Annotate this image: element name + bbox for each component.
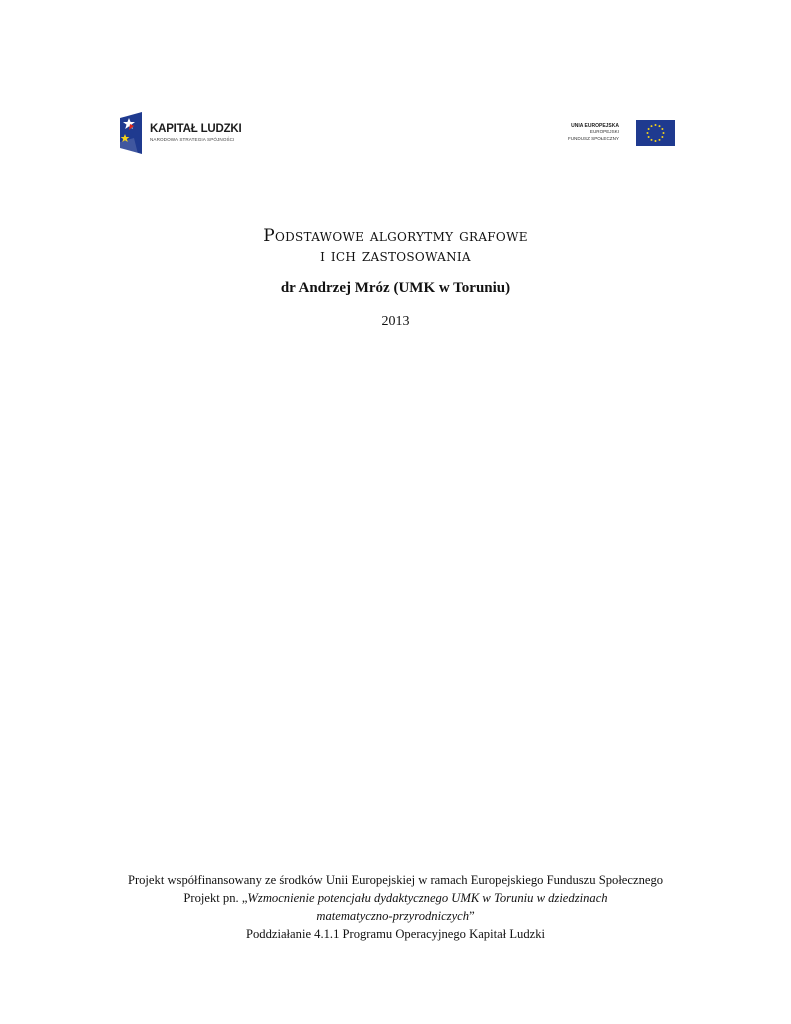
publication-year: 2013 [381, 314, 410, 329]
author: dr Andrzej Mróz (UMK w Toruniu) [280, 280, 511, 296]
eu-logo-text [568, 123, 619, 142]
eu-line-european: EUROPEJSKI [589, 129, 619, 135]
project-name-part1: Wzmocnienie potencjału dydaktycznego UMK w Toruniu w dziedzinach [247, 891, 608, 905]
project-name-line [100, 889, 691, 907]
title-line-2: i ich zastosowania [320, 246, 471, 266]
title-line-1: Podstawowe algorytmy grafowe [263, 226, 528, 246]
project-prefix: Projekt pn. „ [183, 891, 248, 905]
funding-footer [100, 871, 691, 943]
funding-statement: Projekt współfinansowany ze środków Unii Europejskiej w ramach Europejskiego Funduszu Społecznego [127, 873, 664, 887]
project-name-part2: matematyczno-przyrodniczych [316, 909, 470, 923]
document-title [0, 226, 791, 266]
kapital-ludzki-logo [116, 112, 251, 154]
project-name-line-2 [100, 907, 691, 925]
kapital-ludzki-name: KAPITAŁ LUDZKI [150, 123, 242, 135]
eu-logo [567, 120, 675, 148]
subaction-statement: Poddziałanie 4.1.1 Programu Operacyjnego Kapitał Ludzki [245, 927, 545, 941]
project-suffix: ” [469, 909, 475, 923]
kapital-ludzki-emblem-icon [116, 112, 146, 154]
eu-flag-icon [636, 120, 675, 146]
kapital-ludzki-subtitle: NARODOWA STRATEGIA SPÓJNOŚCI [150, 137, 235, 142]
eu-line-union: UNIA EUROPEJSKA [571, 123, 619, 129]
eu-line-fund: FUNDUSZ SPOŁECZNY [567, 135, 619, 141]
